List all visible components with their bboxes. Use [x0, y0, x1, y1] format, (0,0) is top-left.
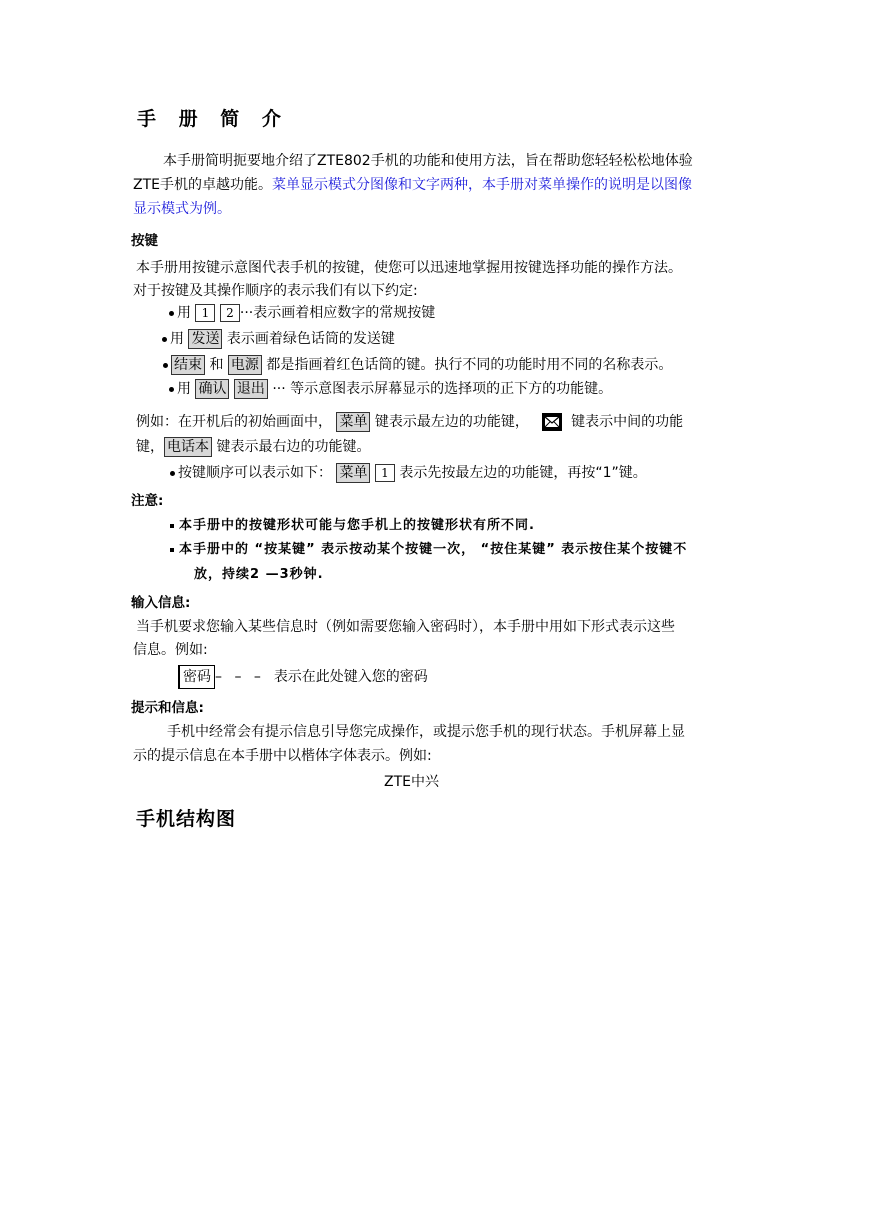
password-example	[178, 665, 428, 689]
ex1-pre: 例如：在开机后的初始画面中，	[136, 414, 332, 430]
key-1-seq: 1	[375, 464, 395, 482]
prompt-line-1: 手机中经常会有提示信息引导您完成操作，或提示您手机的现行状态。手机屏幕上显	[167, 724, 685, 740]
prompt-example: ZTE中兴	[384, 774, 439, 790]
password-box: 密码	[178, 665, 215, 689]
power-key: 电源	[228, 355, 262, 375]
menu-key-seq: 菜单	[336, 463, 370, 483]
note-2-text-a: 本手册中的 “按某键” 表示按动某个按键一次， “按住某键” 表示按住某个按键不	[179, 542, 688, 557]
bullet-dot-icon	[163, 363, 168, 368]
ex2-post: 键表示最右边的功能键。	[216, 439, 371, 455]
key-1: 1	[195, 304, 215, 322]
b1-dots: ···	[239, 305, 254, 321]
example-line-1	[136, 411, 683, 433]
input-line-2: 信息。例如:	[133, 642, 208, 658]
bullet-dot-icon	[170, 471, 175, 476]
input-heading: 输入信息:	[131, 595, 191, 611]
b2-pre: 用	[170, 331, 184, 347]
square-bullet-icon	[170, 548, 174, 552]
b1-pre: 用	[177, 305, 191, 321]
keys-line-1: 本手册用按键示意图代表手机的按键，使您可以迅速地掌握用按键选择功能的操作方法。	[136, 260, 682, 276]
b4-dots: ···	[272, 381, 286, 397]
envelope-key-icon	[542, 413, 562, 431]
exit-key: 退出	[234, 379, 268, 399]
password-dashes: – – –	[215, 669, 265, 685]
bullet-key-sequence	[170, 462, 647, 484]
bullet-dot-icon	[162, 337, 167, 342]
bullet-send-key	[162, 328, 395, 350]
keys-line-2: 对于按键及其操作顺序的表示我们有以下约定:	[133, 283, 418, 299]
b5-pre: 按键顺序可以表示如下：	[178, 465, 332, 481]
bullet-softkeys	[169, 378, 612, 400]
intro-line-1: 本手册简明扼要地介绍了ZTE802手机的功能和使用方法，旨在帮助您轻轻松松地体验	[163, 153, 693, 169]
bullet-dot-icon	[169, 311, 174, 316]
ex1-post: 键表示中间的功能	[571, 414, 684, 430]
bullet-dot-icon	[169, 387, 174, 392]
key-2: 2	[220, 304, 240, 322]
section-title-structure: 手机结构图	[136, 808, 237, 830]
intro-line-2	[133, 174, 692, 196]
note-2-cont: 放，持续2 —3秒钟.	[194, 567, 324, 582]
b1-post: 表示画着相应数字的常规按键	[253, 305, 436, 321]
note-2	[170, 538, 687, 557]
bullet-end-power-key	[163, 354, 672, 376]
notes-heading: 注意:	[131, 493, 164, 509]
prompt-line-2: 示的提示信息在本手册中以楷体字体表示。例如:	[133, 748, 432, 764]
bullet-numeric-keys	[169, 302, 435, 324]
b4-pre: 用	[177, 381, 191, 397]
intro-line-3: 显示模式为例。	[133, 201, 231, 217]
b4-post: 等示意图表示屏幕显示的选择项的正下方的功能键。	[290, 381, 613, 397]
phonebook-key: 电话本	[164, 437, 212, 457]
confirm-key: 确认	[195, 379, 229, 399]
menu-key: 菜单	[336, 412, 370, 432]
intro-line-2-black: ZTE手机的卓越功能。	[133, 177, 272, 193]
prompt-heading: 提示和信息:	[131, 700, 204, 716]
keys-heading: 按键	[131, 233, 158, 249]
b5-post: 表示先按最左边的功能键，再按“1”键。	[399, 465, 647, 481]
square-bullet-icon	[170, 524, 174, 528]
password-desc: 表示在此处键入您的密码	[273, 669, 428, 685]
ex2-pre: 键，	[136, 439, 164, 455]
intro-line-2-blue: 菜单显示模式分图像和文字两种，本手册对菜单操作的说明是以图像	[272, 177, 692, 193]
b3-mid: 和	[209, 357, 224, 373]
ex1-mid: 键表示最左边的功能键，	[374, 414, 529, 430]
input-line-1: 当手机要求您输入某些信息时（例如需要您输入密码时），本手册中用如下形式表示这些	[136, 619, 675, 635]
b3-post: 都是指画着红色话筒的键。执行不同的功能时用不同的名称表示。	[266, 357, 673, 373]
note-1-text: 本手册中的按键形状可能与您手机上的按键形状有所不同.	[179, 518, 535, 533]
example-line-2	[136, 436, 370, 458]
send-key: 发送	[188, 329, 222, 349]
end-key: 结束	[171, 355, 205, 375]
note-1	[170, 514, 535, 533]
page-title: 手 册 简 介	[137, 108, 289, 130]
b2-post: 表示画着绿色话筒的发送键	[226, 331, 395, 347]
